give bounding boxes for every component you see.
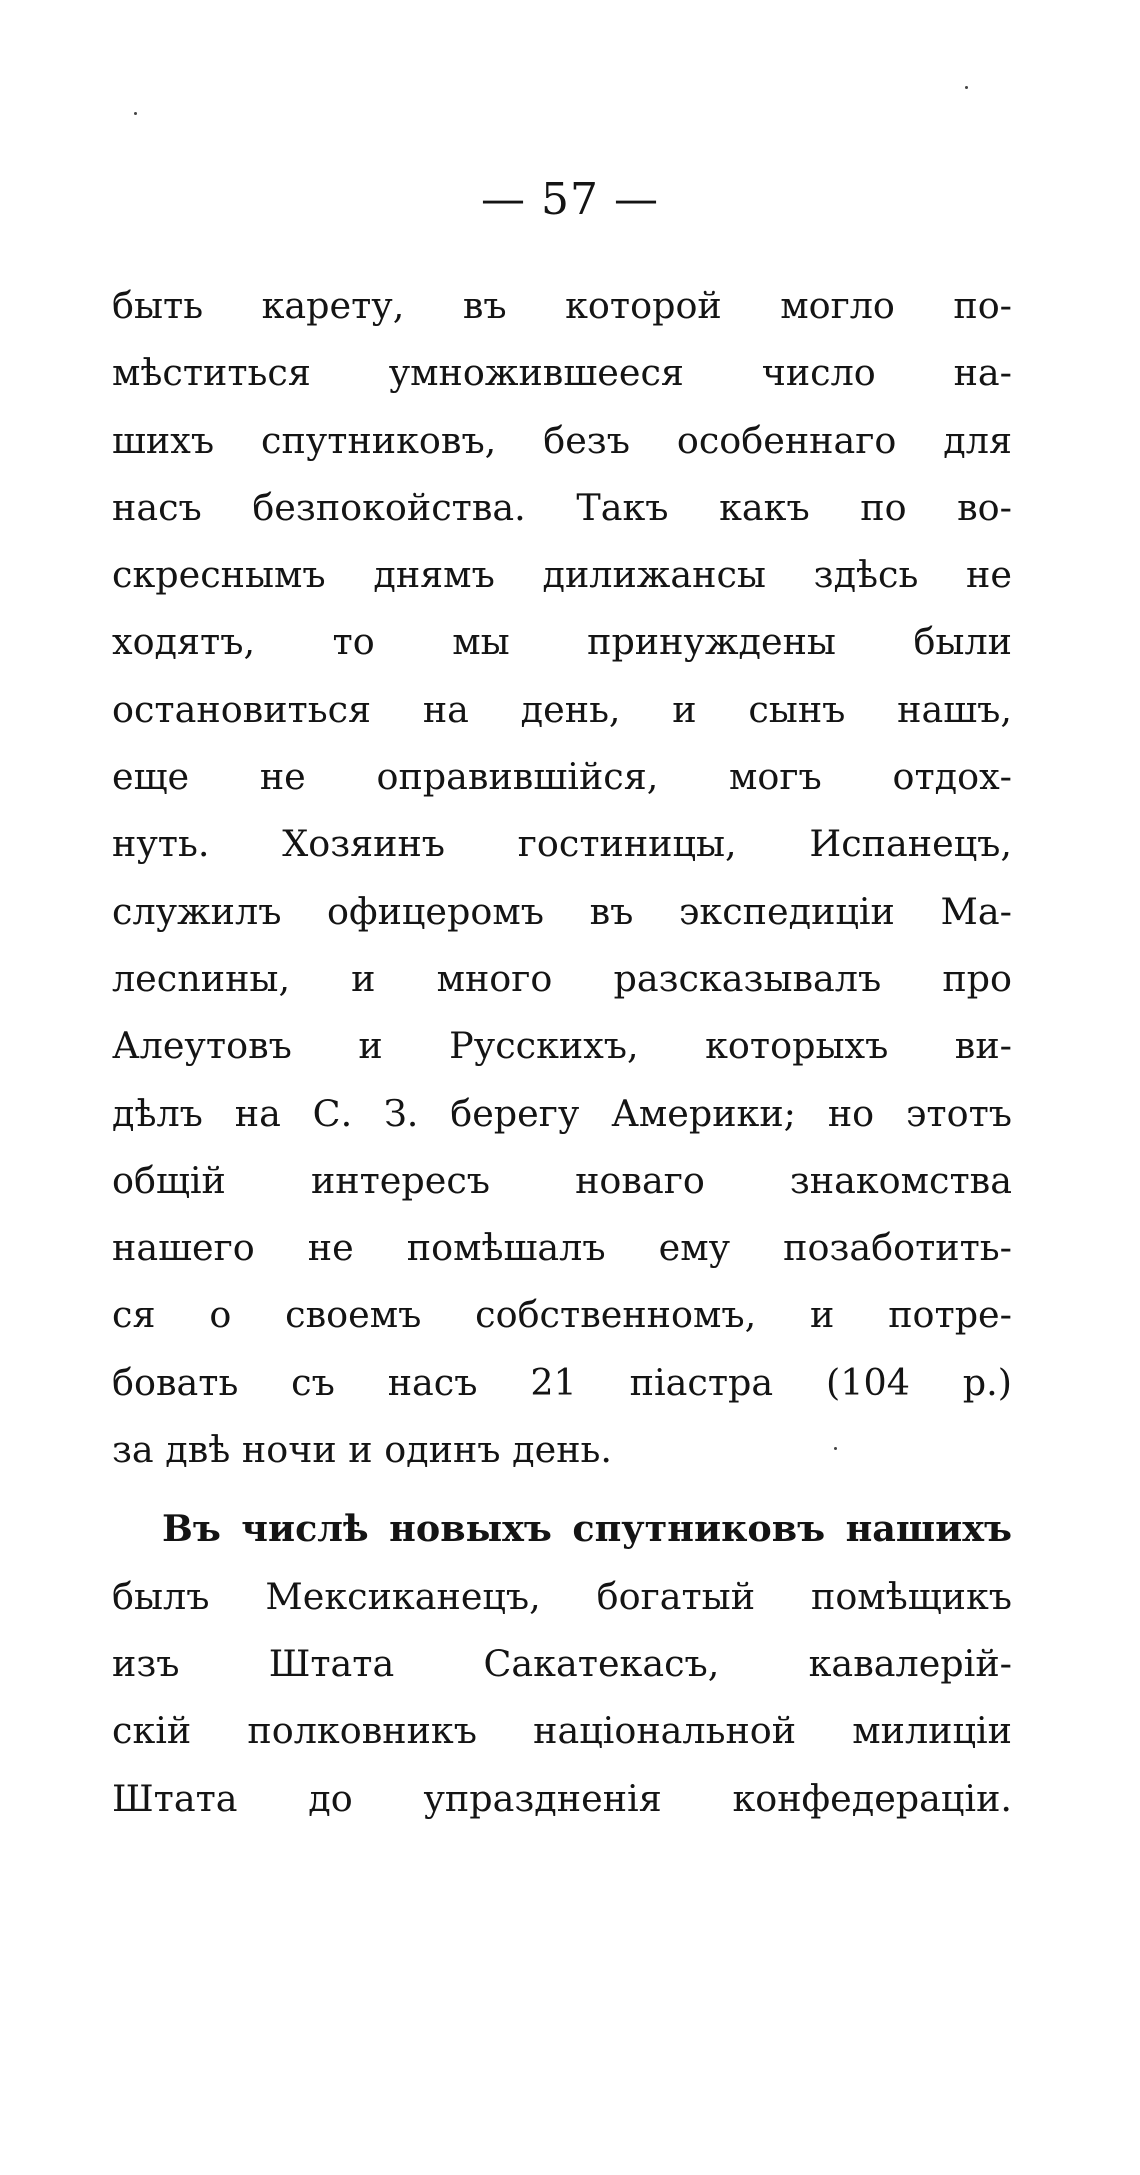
text-line: бовать съ насъ 21 піастра (104 р.) bbox=[112, 1360, 1012, 1404]
text-line: еще не оправившійся, могъ отдох- bbox=[112, 755, 1012, 799]
text-line: ся о своемъ собственномъ, и потре- bbox=[112, 1293, 1012, 1337]
text-line: дѣлъ на С. З. берегу Америки; но этотъ bbox=[112, 1091, 1012, 1135]
text-line: мѣститься умножившееся число на- bbox=[112, 351, 1012, 395]
text-line: остановиться на день, и сынъ нашъ, bbox=[112, 687, 1012, 731]
text-line: нуть. Хозяинъ гостиницы, Испанецъ, bbox=[112, 822, 1012, 866]
text-line: ходятъ, то мы принуждены были bbox=[112, 620, 1012, 664]
print-speck bbox=[134, 112, 137, 115]
body-text bbox=[112, 272, 1012, 1832]
print-speck bbox=[834, 1447, 837, 1450]
text-line: Штата до упраздненія конфедераціи. bbox=[112, 1776, 1012, 1820]
text-line: былъ Мексиканецъ, богатый помѣщикъ bbox=[112, 1574, 1012, 1618]
page-number: — 57 — bbox=[481, 174, 659, 225]
text-line: лесnины, и много разсказывалъ про bbox=[112, 956, 1012, 1000]
text-line-paragraph-start: Въ числѣ новыхъ спутниковъ нашихъ bbox=[162, 1507, 1012, 1551]
text-line: нашего не помѣшалъ ему позаботить- bbox=[112, 1226, 1012, 1270]
text-line: шихъ спутниковъ, безъ особеннаго для bbox=[112, 418, 1012, 462]
text-line: быть карету, въ которой могло по- bbox=[112, 284, 1012, 327]
text-line: скій полковникъ національной милиціи bbox=[112, 1709, 1012, 1753]
text-line-paragraph-end: за двѣ ночи и одинъ день. bbox=[112, 1428, 613, 1472]
paragraph-gap bbox=[112, 1483, 1012, 1495]
text-line: Алеутовъ и Русскихъ, которыхъ ви- bbox=[112, 1024, 1012, 1068]
text-line: общій интересъ новаго знакомства bbox=[112, 1158, 1012, 1202]
text-line: служилъ офицеромъ въ экспедиціи Ма- bbox=[112, 889, 1012, 933]
text-line: скреснымъ днямъ дилижансы здѣсь не bbox=[112, 553, 1012, 597]
print-speck bbox=[965, 86, 968, 89]
text-line: изъ Штата Сакатекасъ, кавалерій- bbox=[112, 1641, 1012, 1685]
text-line: насъ безпокойства. Такъ какъ по во- bbox=[112, 485, 1012, 529]
